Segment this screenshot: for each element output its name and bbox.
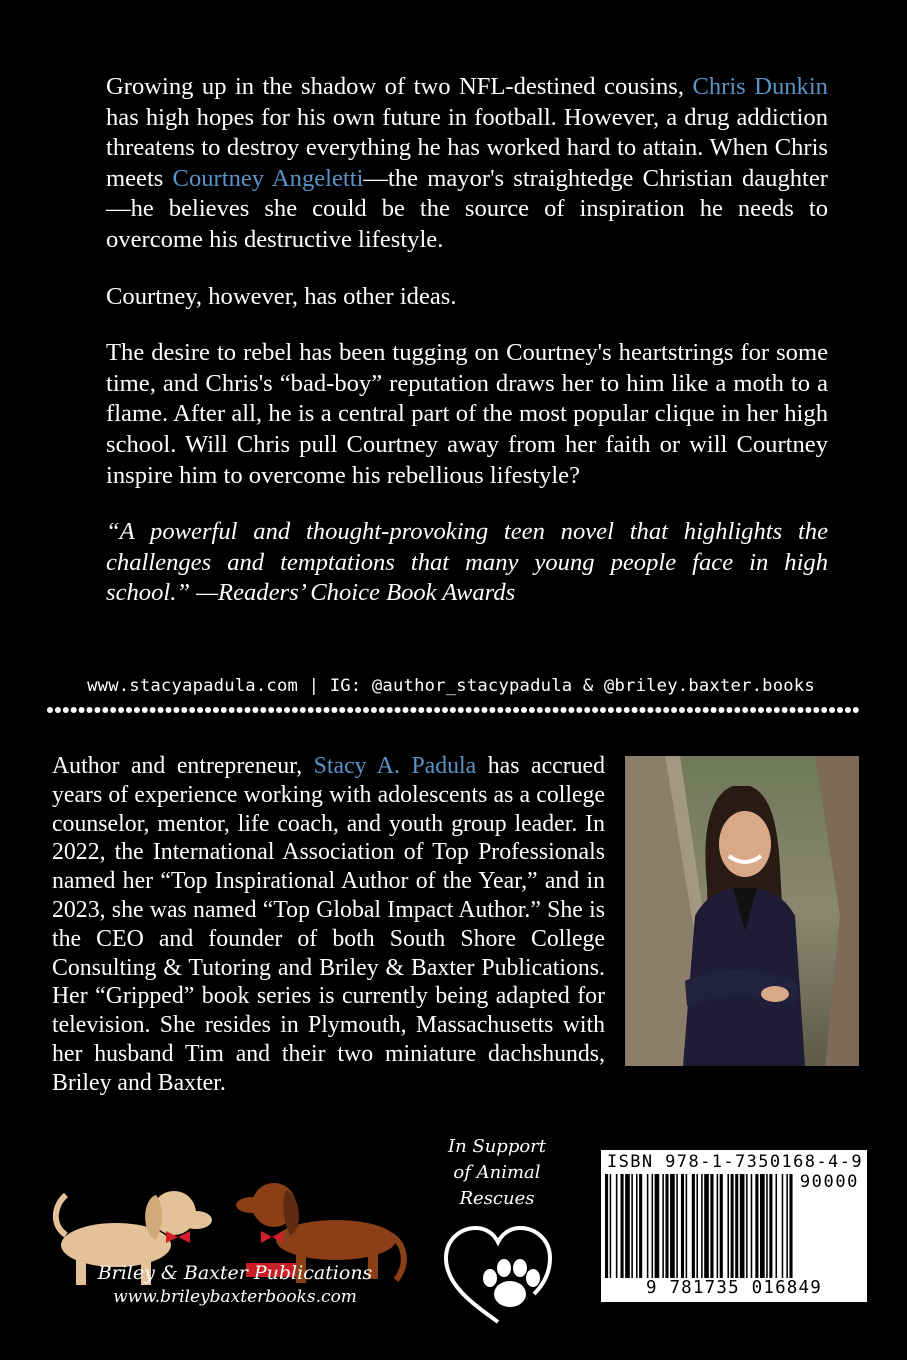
divider-dot bbox=[55, 707, 61, 713]
divider-dot bbox=[371, 707, 377, 713]
divider-dot bbox=[316, 707, 322, 713]
barcode-bar bbox=[610, 1174, 612, 1278]
divider-dot bbox=[489, 707, 495, 713]
divider-dot bbox=[347, 707, 353, 713]
barcode-bar bbox=[655, 1174, 660, 1278]
description-paragraph-1: Growing up in the shadow of two NFL-destined cousins, Chris Dunkin has high hopes for his own future in football. However, a drug addiction threatens to destroy everything he has worked hard to attain. When Chris meets Courtney Angeletti—the mayor's straightedge Christian daughter—he believes she could be the source of inspiration he needs to overcome his destructive lifestyle. bbox=[106, 73, 829, 253]
heart-paw-icon bbox=[440, 1222, 556, 1330]
barcode-bar bbox=[652, 1174, 654, 1278]
barcode-bar bbox=[735, 1174, 738, 1278]
divider-dot bbox=[403, 707, 409, 713]
divider-dot bbox=[711, 707, 717, 713]
divider-dot bbox=[276, 707, 282, 713]
author-bio: Author and entrepreneur, Stacy A. Padula has accrued years of experience working with adolescents as a college counselor, mentor, life coach, and youth group leader. In 2022, the International Association of Top Professionals named her “Top Inspirational Author of the Year,” and in 2023, she was named “Top Global Impact Author.” She is the CEO and founder of both South Shore College Consulting & Tutoring and Briley & Baxter Publications. Her “Gripped” book series is currently being adapted for television. She resides in Plymouth, Massachusetts with her husband Tim and their two miniature dachshunds, Briley and Baxter. bbox=[52, 753, 606, 1096]
divider-dot bbox=[252, 707, 258, 713]
divider-dot bbox=[434, 707, 440, 713]
divider-dot bbox=[379, 707, 385, 713]
divider-dot bbox=[355, 707, 361, 713]
divider-dot bbox=[853, 707, 859, 713]
divider-dot bbox=[774, 707, 780, 713]
website-social-line: www.stacyapadula.com | IG: @author_stacypadula & @briley.baxter.books bbox=[87, 676, 815, 696]
ean-number: 9 781735 016849 bbox=[645, 1278, 823, 1298]
divider-dot bbox=[126, 707, 132, 713]
barcode-bar bbox=[662, 1174, 664, 1278]
author-name: Stacy A. Padula bbox=[313, 753, 477, 779]
divider-dot bbox=[150, 707, 156, 713]
divider-dot bbox=[418, 707, 424, 713]
divider-dot bbox=[63, 707, 69, 713]
divider-dot bbox=[655, 707, 661, 713]
divider-dot bbox=[205, 707, 211, 713]
publisher-url: www.brileybaxterbooks.com bbox=[113, 1287, 357, 1307]
divider-dot bbox=[561, 707, 567, 713]
barcode-bar bbox=[625, 1174, 630, 1278]
divider-dot bbox=[695, 707, 701, 713]
divider-dot bbox=[505, 707, 511, 713]
divider-dot bbox=[363, 707, 369, 713]
divider-dot bbox=[134, 707, 140, 713]
isbn-barcode bbox=[601, 1150, 867, 1302]
divider-dot bbox=[181, 707, 187, 713]
divider-dot bbox=[592, 707, 598, 713]
barcode-bar bbox=[727, 1174, 729, 1278]
divider-dot bbox=[766, 707, 772, 713]
divider-dot bbox=[553, 707, 559, 713]
barcode-bar bbox=[720, 1174, 723, 1278]
barcode-bar bbox=[692, 1174, 695, 1278]
barcode-bar bbox=[782, 1174, 784, 1278]
barcode-bar bbox=[760, 1174, 765, 1278]
divider-dot bbox=[545, 707, 551, 713]
character-name-courtney: Courtney Angeletti bbox=[172, 164, 364, 192]
divider-dot bbox=[679, 707, 685, 713]
barcode-bar bbox=[616, 1174, 618, 1278]
divider-dot bbox=[118, 707, 124, 713]
divider-dot bbox=[482, 707, 488, 713]
barcode-bar bbox=[717, 1174, 719, 1278]
divider-dot bbox=[221, 707, 227, 713]
divider-dot bbox=[640, 707, 646, 713]
divider-dot bbox=[568, 707, 574, 713]
divider-dot bbox=[537, 707, 543, 713]
barcode-bar bbox=[701, 1174, 703, 1278]
divider-dot bbox=[829, 707, 835, 713]
divider-dot bbox=[158, 707, 164, 713]
barcode-bar bbox=[789, 1174, 792, 1278]
divider-dot bbox=[458, 707, 464, 713]
divider-dot bbox=[395, 707, 401, 713]
divider-dot bbox=[758, 707, 764, 713]
barcode-bar bbox=[766, 1174, 768, 1278]
divider-dot bbox=[102, 707, 108, 713]
divider-dot bbox=[292, 707, 298, 713]
barcode-bar bbox=[636, 1174, 638, 1278]
divider-dot bbox=[47, 707, 53, 713]
divider-dot bbox=[600, 707, 606, 713]
barcode-bar bbox=[751, 1174, 753, 1278]
barcode-bar bbox=[746, 1174, 748, 1278]
barcode-bar bbox=[686, 1174, 688, 1278]
divider-dot bbox=[529, 707, 535, 713]
divider-dot bbox=[237, 707, 243, 713]
description-paragraph-2: Courtney, however, has other ideas. bbox=[106, 282, 457, 310]
barcode-bar bbox=[755, 1174, 758, 1278]
barcode-bar bbox=[605, 1174, 608, 1278]
divider-dot bbox=[513, 707, 519, 713]
divider-dot bbox=[663, 707, 669, 713]
divider-dot bbox=[268, 707, 274, 713]
barcode-bar bbox=[786, 1174, 788, 1278]
barcode-bar bbox=[670, 1174, 675, 1278]
character-name-chris: Chris Dunkin bbox=[692, 73, 828, 100]
divider-dot bbox=[339, 707, 345, 713]
divider-dot bbox=[308, 707, 314, 713]
barcode-bar bbox=[776, 1174, 778, 1278]
divider-dot bbox=[189, 707, 195, 713]
divider-dot bbox=[703, 707, 709, 713]
divider-dot bbox=[790, 707, 796, 713]
divider-dot bbox=[584, 707, 590, 713]
barcode-bar bbox=[681, 1174, 684, 1278]
divider-dot bbox=[110, 707, 116, 713]
divider-dot bbox=[142, 707, 148, 713]
barcode-bar bbox=[639, 1174, 642, 1278]
barcode-bar bbox=[731, 1174, 734, 1278]
divider-dot bbox=[474, 707, 480, 713]
divider-dot bbox=[719, 707, 725, 713]
divider-dot bbox=[632, 707, 638, 713]
divider-dot bbox=[173, 707, 179, 713]
barcode-bar bbox=[710, 1174, 713, 1278]
divider-dot bbox=[742, 707, 748, 713]
barcode-bar bbox=[704, 1174, 709, 1278]
divider-dot bbox=[324, 707, 330, 713]
divider-dot bbox=[821, 707, 827, 713]
publisher-name: Briley & Baxter Publications bbox=[97, 1262, 373, 1284]
divider-dot bbox=[576, 707, 582, 713]
divider-dot bbox=[521, 707, 527, 713]
divider-dot bbox=[671, 707, 677, 713]
divider-dot bbox=[837, 707, 843, 713]
barcode-bar bbox=[665, 1174, 668, 1278]
divider-dot bbox=[245, 707, 251, 713]
divider-dot bbox=[87, 707, 93, 713]
isbn-text: ISBN 978-1-7350168-4-9 bbox=[607, 1152, 863, 1172]
author-photo bbox=[625, 756, 859, 1066]
divider-dot bbox=[213, 707, 219, 713]
barcode-bar bbox=[696, 1174, 698, 1278]
divider-dot bbox=[450, 707, 456, 713]
divider-dot bbox=[497, 707, 503, 713]
dotted-divider bbox=[46, 703, 862, 717]
divider-dot bbox=[805, 707, 811, 713]
divider-dot bbox=[726, 707, 732, 713]
divider-dot bbox=[845, 707, 851, 713]
divider-dot bbox=[284, 707, 290, 713]
divider-dot bbox=[166, 707, 172, 713]
barcode-bar bbox=[621, 1174, 624, 1278]
divider-dot bbox=[387, 707, 393, 713]
divider-dot bbox=[782, 707, 788, 713]
divider-dot bbox=[94, 707, 100, 713]
divider-dot bbox=[410, 707, 416, 713]
divider-dot bbox=[734, 707, 740, 713]
divider-dot bbox=[813, 707, 819, 713]
divider-dot bbox=[79, 707, 85, 713]
barcode-bar bbox=[631, 1174, 633, 1278]
divider-dot bbox=[750, 707, 756, 713]
divider-dot bbox=[331, 707, 337, 713]
animal-rescue-support: In Support of Animal Rescues bbox=[447, 1136, 547, 1209]
divider-dot bbox=[229, 707, 235, 713]
divider-dot bbox=[426, 707, 432, 713]
divider-dot bbox=[466, 707, 472, 713]
barcode-bar bbox=[676, 1174, 678, 1278]
barcode-bar bbox=[740, 1174, 745, 1278]
book-description bbox=[106, 72, 828, 635]
divider-dot bbox=[647, 707, 653, 713]
divider-dot bbox=[300, 707, 306, 713]
divider-dot bbox=[624, 707, 630, 713]
divider-dot bbox=[608, 707, 614, 713]
divider-dot bbox=[687, 707, 693, 713]
divider-dot bbox=[616, 707, 622, 713]
barcode-bar bbox=[647, 1174, 649, 1278]
description-paragraph-3: The desire to rebel has been tugging on Courtney's heartstrings for some time, and Chris's “bad-boy” reputation draws her to him like a moth to a flame. After all, he is a central part of the most popular clique in her high school. Will Chris pull Courtney away from her faith or will Courtney inspire him to overcome his rebellious lifestyle? bbox=[106, 339, 828, 489]
divider-dot bbox=[197, 707, 203, 713]
divider-dot bbox=[260, 707, 266, 713]
divider-dot bbox=[442, 707, 448, 713]
price-code: 90000 bbox=[799, 1172, 859, 1192]
divider-dot bbox=[71, 707, 77, 713]
review-quote: “A powerful and thought-provoking teen novel that highlights the challenges and temptations that many young people face in high school.” —Readers’ Choice Book Awards bbox=[106, 518, 828, 607]
divider-dot bbox=[798, 707, 804, 713]
barcode-bar bbox=[769, 1174, 772, 1278]
